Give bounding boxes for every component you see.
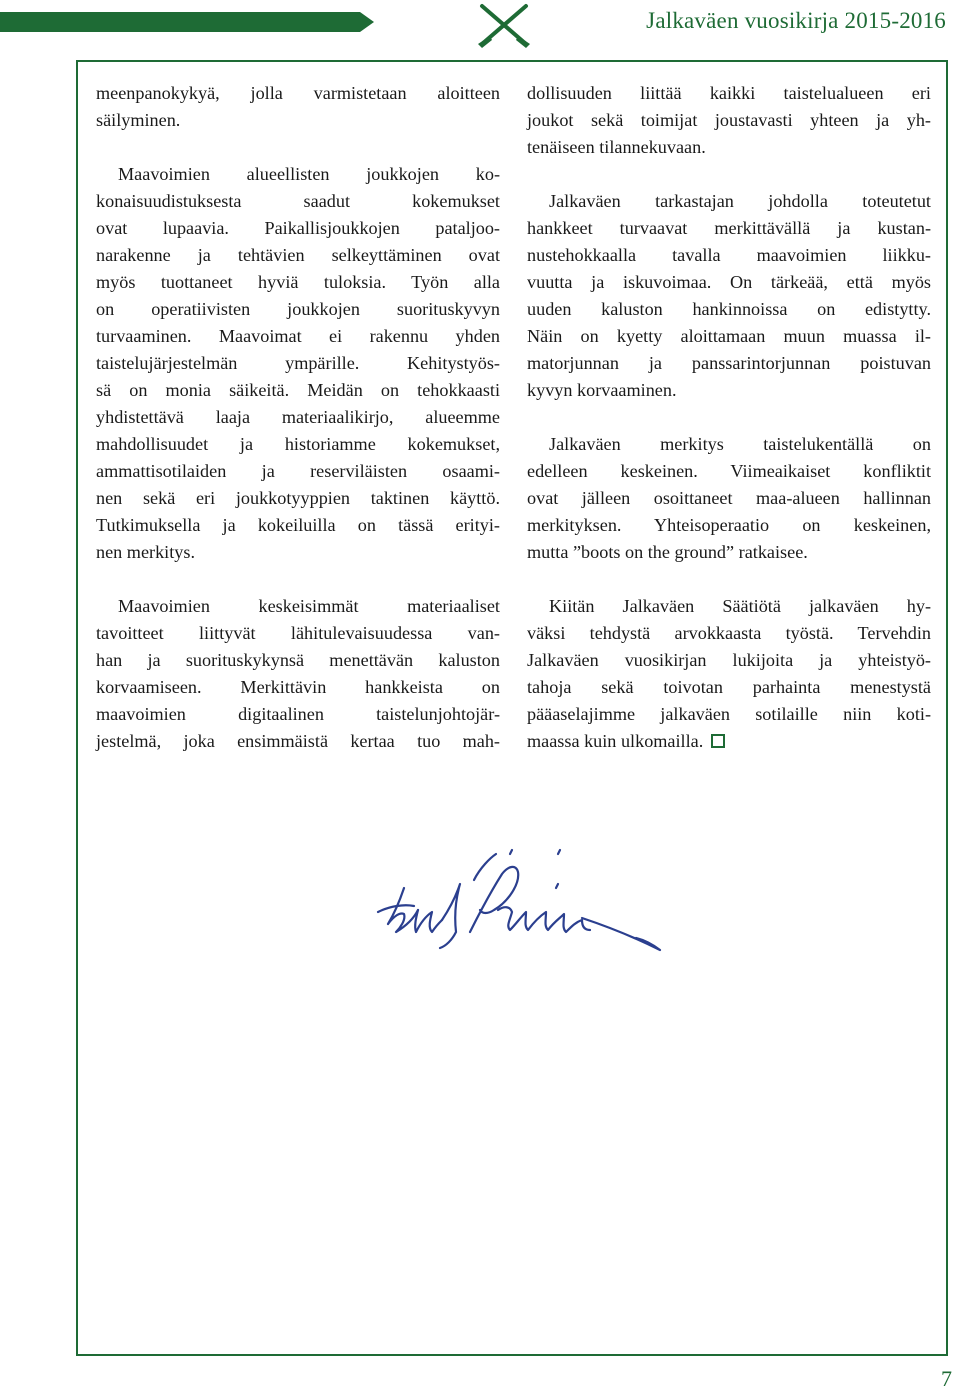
paragraph bbox=[527, 188, 931, 404]
text-line: nustehokkaalla tavalla maavoimien liikku- bbox=[527, 245, 931, 265]
text-line: kyvyn korvaaminen. bbox=[527, 380, 677, 400]
text-line: edelleen keskeinen. Viimeaikaiset konfliktit bbox=[527, 461, 931, 481]
text-line: nen merkitys. bbox=[96, 542, 196, 562]
text-line-content: maassa kuin ulkomailla. bbox=[527, 731, 704, 751]
text-line: Jalkaväen vuosikirjan lukijoita ja yhteistyö- bbox=[527, 650, 931, 670]
text-line: sä on monia säikeitä. Meidän on tehokkaasti bbox=[96, 380, 500, 400]
text-line: konaisuudistuksesta saadut kokemukset bbox=[96, 191, 500, 211]
paragraph bbox=[96, 161, 500, 566]
text-line: Tutkimuksella ja kokeiluilla on tässä erityi- bbox=[96, 515, 500, 535]
text-line: tenäiseen tilannekuvaan. bbox=[527, 137, 706, 157]
header-accent-arrow bbox=[360, 12, 374, 32]
text-line: maavoimien digitaalinen taistelunjohtojär- bbox=[96, 704, 500, 724]
text-line: mutta ”boots on the ground” ratkaisee. bbox=[527, 542, 808, 562]
text-line: väksi tehdystä arvokkaasta työstä. Tervehdin bbox=[527, 623, 931, 643]
text-line: dollisuuden liittää kaikki taistelualueen eri bbox=[527, 83, 931, 103]
text-line: ammattisotilaiden ja reserviläisten osaami- bbox=[96, 461, 500, 481]
article-end-square-icon bbox=[711, 734, 725, 748]
text-line: säilyminen. bbox=[96, 110, 181, 130]
text-line: Kiitän Jalkaväen Säätiötä jalkaväen hy- bbox=[549, 596, 931, 616]
text-line: mahdollisuudet ja historiamme kokemukset, bbox=[96, 434, 500, 454]
header-accent-bar bbox=[0, 12, 360, 32]
text-line: ovat jälleen osoittaneet maa-alueen hallinnan bbox=[527, 488, 931, 508]
text-line: tahoja sekä toivotan parhainta menestystä bbox=[527, 677, 931, 697]
left-column bbox=[96, 80, 500, 782]
text-line: Jalkaväen tarkastajan johdolla toteutetut bbox=[549, 191, 931, 211]
text-line: pääaselajimme jalkaväen sotilaille niin koti- bbox=[527, 704, 931, 724]
paragraph bbox=[527, 593, 931, 755]
right-column bbox=[527, 80, 931, 782]
text-line: matorjunnan ja panssarintorjunnan poistuvan bbox=[527, 353, 931, 373]
text-line: uuden kaluston hankinnoissa on edistytty. bbox=[527, 299, 931, 319]
text-line: on operatiivisten joukkojen suorituskyvyn bbox=[96, 299, 500, 319]
text-line: joukot sekä toimijat joustavasti yhteen ja yh- bbox=[527, 110, 931, 130]
text-line: taistelujärjestelmän ympärille. Kehitystyös- bbox=[96, 353, 500, 373]
text-line: hankkeet turvaavat merkittävällä ja kustan- bbox=[527, 218, 931, 238]
text-line: turvaaminen. Maavoimat ei rakennu yhden bbox=[96, 326, 500, 346]
text-line-last bbox=[527, 728, 931, 755]
handwritten-signature-icon bbox=[370, 840, 680, 970]
text-line: yhdistettävä laaja materiaalikirjo, alueemme bbox=[96, 407, 500, 427]
paragraph bbox=[527, 80, 931, 161]
page-number: 7 bbox=[941, 1366, 952, 1391]
text-line: Maavoimien keskeisimmät materiaaliset bbox=[118, 596, 500, 616]
paragraph bbox=[527, 431, 931, 566]
text-line: Maavoimien alueellisten joukkojen ko- bbox=[118, 164, 500, 184]
text-line: narakenne ja tehtävien selkeyttäminen ovat bbox=[96, 245, 500, 265]
text-line: Jalkaväen merkitys taistelukentällä on bbox=[549, 434, 931, 454]
yearbook-title: Jalkaväen vuosikirja 2015-2016 bbox=[646, 8, 946, 33]
text-line: korvaamiseen. Merkittävin hankkeista on bbox=[96, 677, 500, 697]
text-line: nen sekä eri joukkotyyppien taktinen käyttö. bbox=[96, 488, 500, 508]
text-line: vuutta ja iskuvoimaa. On tärkeää, että myös bbox=[527, 272, 931, 292]
text-line: ovat lupaavia. Paikallisjoukkojen pataljoo- bbox=[96, 218, 500, 238]
text-line: Näin on kyetty aloittamaan muun muassa il- bbox=[527, 326, 931, 346]
text-line: meenpanokykyä, jolla varmistetaan aloitteen bbox=[96, 83, 500, 103]
paragraph bbox=[96, 80, 500, 134]
text-line: han ja suorituskykynsä menettävän kaluston bbox=[96, 650, 500, 670]
text-line: merkityksen. Yhteisoperaatio on keskeinen, bbox=[527, 515, 931, 535]
paragraph bbox=[96, 593, 500, 755]
text-line: jestelmä, joka ensimmäistä kertaa tuo mah- bbox=[96, 731, 500, 751]
text-line: myös tuottaneet hyviä tuloksia. Työn alla bbox=[96, 272, 500, 292]
crossed-rifles-icon bbox=[474, 0, 534, 50]
text-line: tavoitteet liittyvät lähitulevaisuudessa van- bbox=[96, 623, 500, 643]
